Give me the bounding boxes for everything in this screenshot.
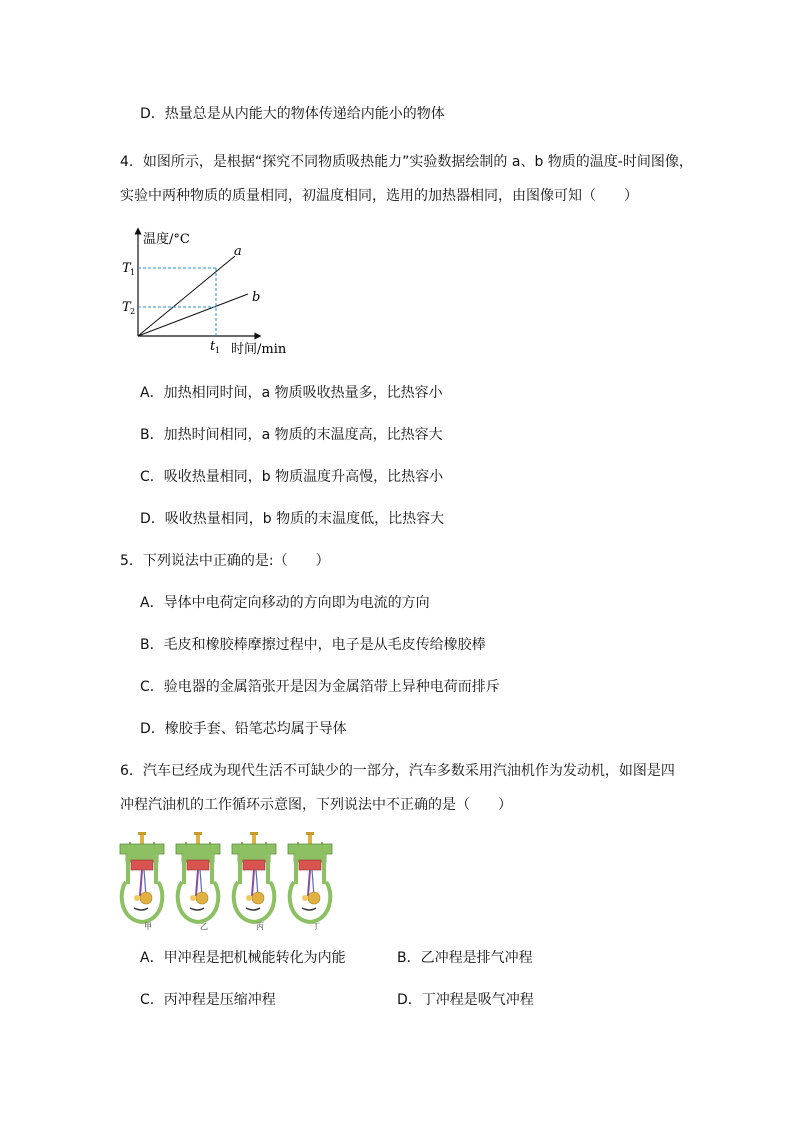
q6-stem-line2: 冲程汽油机的工作循环示意图，下列说法中不正确的是（ ）	[120, 797, 512, 813]
t1-sub: 1	[130, 268, 136, 277]
q4-option-b: B．加热时间相同，a 物质的末温度高，比热容大	[140, 427, 443, 443]
q6-option-d: D．丁冲程是吸气冲程	[397, 992, 534, 1008]
time-sub: 1	[215, 346, 221, 355]
engine-ding	[288, 832, 332, 922]
y-axis-label: 温度/°C	[143, 232, 190, 247]
q4-option-c: C．吸收热量相同，b 物质温度升高慢，比热容小	[140, 469, 444, 485]
x-axis-label: 时间/min	[231, 342, 287, 357]
temperature-time-graph	[115, 225, 305, 360]
engine-label-ding: 丁	[312, 922, 320, 930]
q3-option-d: D．热量总是从内能大的物体传递给内能小的物体	[140, 106, 445, 122]
engine-label-jia: 甲	[144, 922, 152, 930]
q4-option-a: A．加热相同时间，a 物质吸收热量多，比热容小	[140, 385, 443, 401]
t1-label: T	[122, 261, 131, 276]
line-b	[138, 294, 248, 336]
q6-option-c: C．丙冲程是压缩冲程	[140, 992, 276, 1008]
q6-option-b: B．乙冲程是排气冲程	[397, 950, 533, 966]
q6-stem-line1: 6．汽车已经成为现代生活不可缺少的一部分，汽车多数采用汽油机作为发动机，如图是四	[120, 763, 675, 779]
q5-option-c: C．验电器的金属箔张开是因为金属箔带上异种电荷而排斥	[140, 679, 500, 695]
engine-label-bing: 丙	[256, 922, 264, 930]
t2-sub: 2	[130, 307, 136, 316]
q4-stem-line1: 4．如图所示，是根据“探究不同物质吸热能力”实验数据绘制的 a、b 物质的温度-时间图像，	[120, 154, 693, 170]
q5-option-d: D．橡胶手套、铅笔芯均属于导体	[140, 721, 347, 737]
q5-option-a: A．导体中电荷定向移动的方向即为电流的方向	[140, 595, 430, 611]
time-label: t	[210, 339, 216, 354]
q6-option-a: A．甲冲程是把机械能转化为内能	[140, 950, 346, 966]
q4-option-d: D．吸收热量相同，b 物质的末温度低，比热容大	[140, 511, 445, 527]
q5-stem: 5．下列说法中正确的是:（ ）	[120, 553, 330, 569]
t2-label: T	[122, 300, 131, 315]
four-stroke-engine-diagram	[118, 832, 343, 930]
line-a	[138, 256, 235, 336]
q5-option-b: B．毛皮和橡胶棒摩擦过程中，电子是从毛皮传给橡胶棒	[140, 637, 486, 653]
engine-bing	[232, 832, 276, 922]
line-b-label: b	[252, 290, 261, 305]
engine-jia	[120, 832, 164, 922]
engine-label-yi: 乙	[200, 922, 208, 930]
q4-stem-line2: 实验中两种物质的质量相同，初温度相同，选用的加热器相同，由图像可知（ ）	[120, 188, 638, 204]
line-a-label: a	[234, 244, 242, 259]
engine-yi	[176, 832, 220, 922]
